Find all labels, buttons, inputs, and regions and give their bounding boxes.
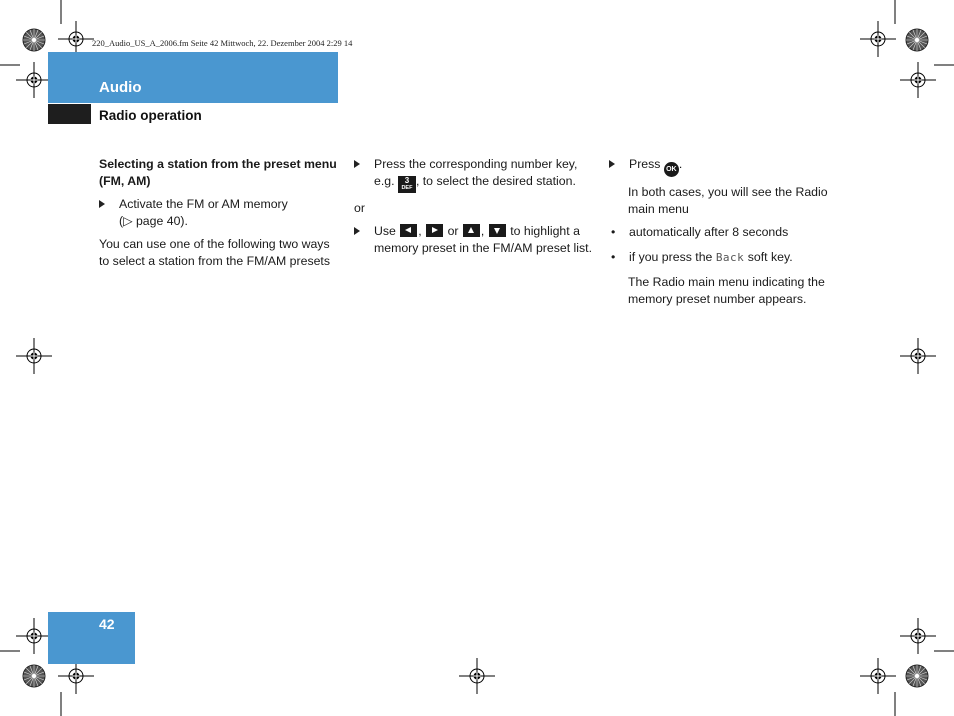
body-paragraph: In both cases, you will see the Radio main menu xyxy=(628,185,828,216)
body-paragraph: You can use one of the following two ways to select a station from the FM/AM presets xyxy=(99,237,330,268)
column-1 xyxy=(99,156,339,276)
step-arrow-icon xyxy=(354,227,360,235)
section-band xyxy=(48,52,338,103)
bullet-item xyxy=(609,249,849,267)
page-number-box xyxy=(48,612,135,664)
softkey-label: Back xyxy=(715,250,745,264)
column-heading: Selecting a station from the preset menu (FM, AM) xyxy=(99,157,337,188)
step-arrow-icon xyxy=(99,200,105,208)
file-info-header: 220_Audio_US_A_2006.fm Seite 42 Mittwoch, 22. Dezember 2004 2:29 14 xyxy=(92,38,353,48)
step-arrow-icon xyxy=(354,160,360,168)
body-paragraph: The Radio main menu indicating the memory preset number appears. xyxy=(628,275,825,306)
ok-key-icon: OK xyxy=(664,162,679,177)
left-arrow-key-icon xyxy=(400,224,417,237)
column-3 xyxy=(609,156,849,314)
subsection-title: Radio operation xyxy=(99,108,202,123)
up-arrow-key-icon xyxy=(463,224,480,237)
down-arrow-key-icon xyxy=(489,224,506,237)
bullet-text: if you press the xyxy=(629,249,713,264)
page-reference: (▷ page 40). xyxy=(119,213,188,228)
step-text: Press xyxy=(629,157,661,171)
bullet-item xyxy=(609,224,849,241)
step-text: Use xyxy=(374,224,396,238)
or-separator: or xyxy=(354,200,365,215)
step-text: Activate the FM or AM memory xyxy=(119,197,288,211)
step-text: to highlight a memory preset in the FM/AM preset list. xyxy=(374,224,592,255)
bullet-text: automatically after 8 seconds xyxy=(629,225,789,239)
step-text: Press the corresponding number key, e.g. xyxy=(374,157,578,188)
step-arrow-icon xyxy=(609,160,615,168)
column-2 xyxy=(354,156,594,263)
instruction-step xyxy=(99,196,339,229)
section-title: Audio xyxy=(99,79,142,96)
instruction-step: Use , or , to highlight a memory preset in the FM/AM preset list. xyxy=(354,223,594,256)
instruction-step xyxy=(354,156,594,193)
bullet-text: soft key. xyxy=(747,249,793,264)
bullet-dot-icon: • xyxy=(611,249,616,264)
page-number: 42 xyxy=(99,616,115,632)
step-text: , to select the desired station. xyxy=(415,173,576,188)
number-key-3-icon: 3 DEF xyxy=(398,176,416,193)
right-arrow-key-icon xyxy=(426,224,443,237)
section-tab-marker xyxy=(48,104,91,124)
instruction-step: Press OK . xyxy=(609,156,849,177)
bullet-dot-icon: • xyxy=(611,225,616,239)
